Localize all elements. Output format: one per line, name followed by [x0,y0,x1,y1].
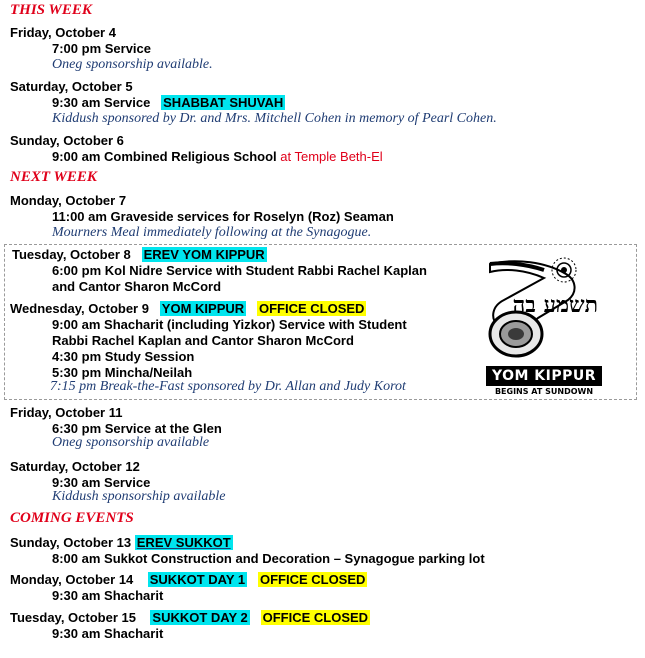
event-line: 6:00 pm Kol Nidre Service with Student Rabbi Rachel Kaplan [52,263,427,278]
holiday-badge: SUKKOT DAY 2 [152,610,248,625]
office-closed-badge: OFFICE CLOSED [258,301,365,316]
day-heading: Sunday, October 6 [10,133,124,148]
event-line: 8:00 am Sukkot Construction and Decoration – Synagogue parking lot [52,551,485,566]
event-line: 9:30 am Shacharit [52,626,164,641]
event-note: Kiddush sponsorship available [52,489,226,504]
logo-subtitle: BEGINS AT SUNDOWN [494,387,594,396]
event-note: Oneg sponsorship available [52,435,210,450]
event-line: 7:00 pm Service [52,41,152,56]
office-closed-badge: OFFICE CLOSED [259,572,366,587]
day-heading [10,610,370,625]
holiday-badge: EREV YOM KIPPUR [143,247,265,262]
event-location: at Temple Beth-El [280,149,383,164]
day-heading: Saturday, October 5 [10,79,133,94]
event-line: 9:00 am Shacharit (including Yizkor) Service with Student [52,317,407,332]
event-note: 7:15 pm Break-the-Fast sponsored by Dr. Allan and Judy Korot [50,379,406,394]
event-line: Rabbi Rachel Kaplan and Cantor Sharon McCord [52,333,354,348]
holiday-badge: SUKKOT DAY 1 [149,572,246,587]
day-date: Monday, October 14 [10,572,134,587]
event-line: and Cantor Sharon McCord [52,279,222,294]
day-date: Tuesday, October 8 [12,247,131,262]
day-heading: Monday, October 7 [10,193,127,208]
event-note: Oneg sponsorship available. [52,57,213,72]
holiday-badge: YOM KIPPUR [161,301,245,316]
coming-events-heading: COMING EVENTS [10,510,134,526]
this-week-heading: THIS WEEK [10,2,92,18]
event-note: Kiddush sponsored by Dr. and Mrs. Mitchell Cohen in memory of Pearl Cohen. [52,111,497,126]
next-week-heading: NEXT WEEK [10,169,97,185]
holiday-badge: SHABBAT SHUVAH [163,95,284,110]
day-heading: Friday, October 11 [10,405,123,420]
day-heading: Friday, October 4 [10,25,116,40]
day-heading [10,535,233,550]
event-line: 5:30 pm Mincha/Neilah [52,365,193,380]
event-line [52,95,285,110]
day-date: Wednesday, October 9 [10,301,149,316]
day-heading [12,247,267,262]
day-heading [10,572,367,587]
event-line: 9:30 am Service [52,475,151,490]
day-heading [10,301,366,316]
event-line: 6:30 pm Service at the Glen [52,421,222,436]
holiday-badge: EREV SUKKOT [136,535,231,550]
event-line: 11:00 am Graveside services for Roselyn (Roz) Seaman [52,209,394,224]
logo-title: YOM KIPPUR [491,368,597,384]
logo-hebrew: תשמע בה [512,292,598,318]
day-date: Sunday, October 13 [10,535,132,550]
yom-kippur-logo [486,248,602,398]
event-line [52,149,383,164]
office-closed-badge: OFFICE CLOSED [262,610,369,625]
event-line: 4:30 pm Study Session [52,349,195,364]
event-line: 9:30 am Shacharit [52,588,164,603]
event-text: 9:30 am Service [52,95,151,110]
event-text: 9:00 am Combined Religious School [52,149,277,164]
day-date: Tuesday, October 15 [10,610,136,625]
event-note: Mourners Meal immediately following at the Synagogue. [52,225,372,240]
day-heading: Saturday, October 12 [10,459,140,474]
